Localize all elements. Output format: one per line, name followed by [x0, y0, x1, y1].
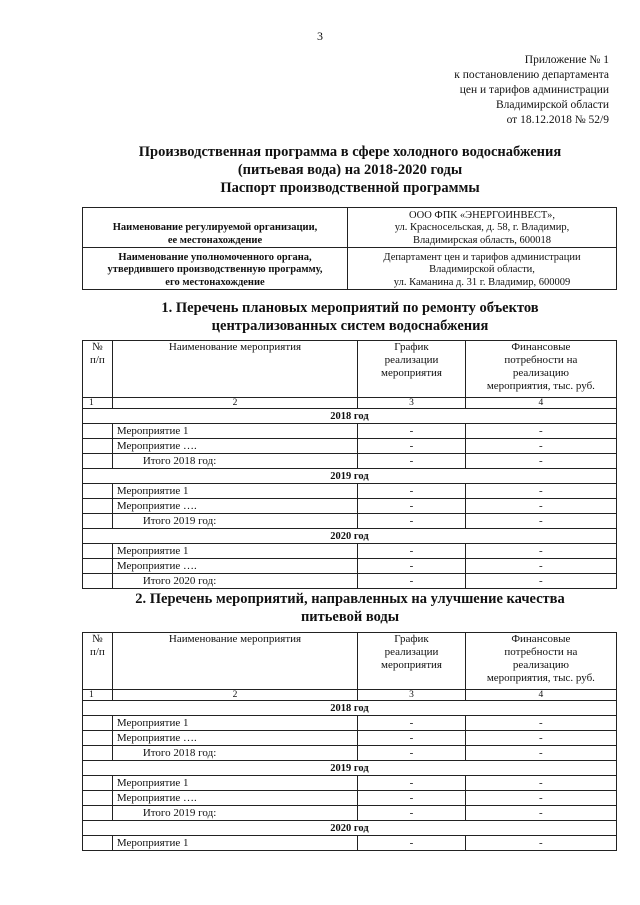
header-no — [83, 633, 113, 690]
total-row — [83, 514, 617, 529]
row-schedule-cell: - — [358, 791, 466, 806]
row-finance-cell: - — [465, 746, 616, 761]
header-line: № — [92, 633, 103, 645]
row-schedule-cell: - — [358, 424, 466, 439]
row-schedule-cell: - — [358, 806, 466, 821]
value-line: Владимирская область, 600018 — [412, 234, 552, 246]
row-name-cell: Мероприятие …. — [112, 791, 357, 806]
row-name-cell: Мероприятие 1 — [112, 836, 357, 851]
column-number: 2 — [112, 690, 357, 701]
section-title-line: 1. Перечень плановых мероприятий по ремонту объектов — [161, 300, 539, 316]
row-finance-cell: - — [465, 791, 616, 806]
row-name-cell: Мероприятие 1 — [112, 776, 357, 791]
row-schedule-cell: - — [358, 454, 466, 469]
table-row — [83, 559, 617, 574]
row-finance-cell: - — [465, 731, 616, 746]
total-row — [83, 746, 617, 761]
header-line: График — [394, 633, 429, 645]
year-row — [83, 409, 617, 424]
row-finance-cell: - — [465, 544, 616, 559]
section-1-table — [82, 340, 617, 589]
row-number-cell — [83, 454, 113, 469]
column-number: 1 — [83, 398, 113, 409]
appendix-line: цен и тарифов администрации — [459, 84, 609, 96]
row-number-cell — [83, 424, 113, 439]
row-schedule-cell: - — [358, 746, 466, 761]
year-label: 2019 год — [83, 761, 617, 776]
header-line: потребности на — [504, 646, 578, 658]
header-line: График — [394, 341, 429, 353]
row-finance-cell: - — [465, 806, 616, 821]
row-name-cell: Мероприятие …. — [112, 499, 357, 514]
header-line: мероприятия — [381, 367, 442, 379]
table-row — [83, 544, 617, 559]
section-2-title — [0, 590, 640, 626]
table-row — [83, 731, 617, 746]
label-line: Наименование регулируемой организации, — [112, 222, 318, 233]
year-label: 2018 год — [83, 701, 617, 716]
row-finance-cell: - — [465, 716, 616, 731]
row-name-cell: Мероприятие …. — [112, 439, 357, 454]
row-name-cell: Мероприятие 1 — [112, 424, 357, 439]
year-label: 2019 год — [83, 469, 617, 484]
table-row — [83, 776, 617, 791]
header-line: реализацию — [512, 659, 569, 671]
row-number-cell — [83, 514, 113, 529]
year-row — [83, 469, 617, 484]
row-finance-cell: - — [465, 454, 616, 469]
title-line: Производственная программа в сфере холодного водоснабжения — [138, 144, 562, 160]
row-number-cell — [83, 484, 113, 499]
header-finance — [465, 341, 616, 398]
table-row — [83, 716, 617, 731]
row-schedule-cell: - — [358, 836, 466, 851]
row-schedule-cell: - — [358, 439, 466, 454]
page-number: 3 — [317, 29, 323, 43]
row-finance-cell: - — [465, 836, 616, 851]
appendix-note — [454, 53, 609, 128]
row-name-cell: Итого 2018 год: — [112, 746, 357, 761]
row-name-cell: Итого 2019 год: — [112, 806, 357, 821]
section-title-line: питьевой воды — [300, 609, 400, 625]
row-number-cell — [83, 776, 113, 791]
header-finance — [465, 633, 616, 690]
section-title-line: 2. Перечень мероприятий, направленных на улучшение качества — [135, 591, 565, 607]
appendix-line: к постановлению департамента — [454, 69, 609, 81]
appendix-line: Приложение № 1 — [524, 54, 609, 66]
row-schedule-cell: - — [358, 716, 466, 731]
row-number-cell — [83, 836, 113, 851]
row-name-cell: Итого 2018 год: — [112, 454, 357, 469]
row-schedule-cell: - — [358, 574, 466, 589]
section-2-table — [82, 632, 617, 851]
row-finance-cell: - — [465, 499, 616, 514]
table-header-row — [83, 633, 617, 690]
row-finance-cell: - — [465, 484, 616, 499]
column-number: 4 — [465, 690, 616, 701]
table-row — [83, 424, 617, 439]
row-name-cell: Мероприятие 1 — [112, 716, 357, 731]
passport-label — [83, 208, 348, 248]
table-row — [83, 791, 617, 806]
header-line: мероприятия — [381, 659, 442, 671]
total-row — [83, 574, 617, 589]
header-line: № — [92, 341, 103, 353]
label-line: утвердившего производственную программу, — [107, 264, 323, 275]
row-finance-cell: - — [465, 776, 616, 791]
section-1-body — [83, 409, 617, 589]
column-number: 2 — [112, 398, 357, 409]
passport-row — [83, 208, 617, 248]
row-number-cell — [83, 559, 113, 574]
header-name: Наименование мероприятия — [112, 633, 357, 690]
appendix-line: от 18.12.2018 № 52/9 — [506, 114, 609, 126]
passport-label — [83, 248, 348, 290]
column-number: 3 — [358, 398, 466, 409]
table-row — [83, 836, 617, 851]
total-row — [83, 806, 617, 821]
label-line: Наименование уполномоченного органа, — [118, 251, 312, 263]
year-label: 2020 год — [83, 529, 617, 544]
header-line: Финансовые — [511, 341, 571, 353]
row-schedule-cell: - — [358, 484, 466, 499]
row-name-cell: Мероприятие 1 — [112, 484, 357, 499]
year-label: 2018 год — [83, 409, 617, 424]
title-line: (питьевая вода) на 2018-2020 годы — [237, 162, 463, 178]
appendix-line: Владимирской области — [495, 99, 609, 111]
row-finance-cell: - — [465, 439, 616, 454]
header-line: Финансовые — [511, 633, 571, 645]
passport-value — [348, 248, 617, 290]
table-row — [83, 484, 617, 499]
passport-row — [83, 248, 617, 290]
year-row — [83, 821, 617, 836]
table-row — [83, 499, 617, 514]
header-schedule — [358, 633, 466, 690]
row-name-cell: Итого 2019 год: — [112, 514, 357, 529]
year-row — [83, 529, 617, 544]
header-schedule — [358, 341, 466, 398]
passport-value — [348, 208, 617, 248]
value-line: Владимирской области, — [429, 264, 535, 275]
value-line: ул. Каманина д. 31 г. Владимир, 600009 — [393, 276, 571, 288]
row-schedule-cell: - — [358, 776, 466, 791]
header-line: мероприятия, тыс. руб. — [486, 672, 595, 684]
label-line: его местонахождение — [165, 276, 265, 288]
table-row — [83, 439, 617, 454]
row-number-cell — [83, 791, 113, 806]
header-line: реализацию — [512, 367, 569, 379]
section-2-body — [83, 701, 617, 851]
header-line: п/п — [89, 646, 105, 658]
row-finance-cell: - — [465, 574, 616, 589]
section-title-line: централизованных систем водоснабжения — [211, 318, 489, 334]
column-number-row — [83, 398, 617, 409]
header-line: реализации — [384, 646, 439, 658]
year-row — [83, 761, 617, 776]
row-schedule-cell: - — [358, 544, 466, 559]
row-schedule-cell: - — [358, 499, 466, 514]
header-name: Наименование мероприятия — [112, 341, 357, 398]
header-no — [83, 341, 113, 398]
row-schedule-cell: - — [358, 559, 466, 574]
column-number: 4 — [465, 398, 616, 409]
row-finance-cell: - — [465, 424, 616, 439]
section-1-title — [0, 299, 640, 335]
row-number-cell — [83, 806, 113, 821]
value-line: Департамент цен и тарифов администрации — [383, 251, 581, 263]
year-label: 2020 год — [83, 821, 617, 836]
value-line: ООО ФПК «ЭНЕРГОИНВЕСТ», — [409, 209, 555, 221]
column-number: 1 — [83, 690, 113, 701]
document-title — [0, 143, 640, 197]
row-name-cell: Мероприятие …. — [112, 731, 357, 746]
year-row — [83, 701, 617, 716]
table-header-row — [83, 341, 617, 398]
row-finance-cell: - — [465, 514, 616, 529]
value-line: ул. Красносельская, д. 58, г. Владимир, — [394, 222, 570, 233]
row-number-cell — [83, 544, 113, 559]
row-name-cell: Итого 2020 год: — [112, 574, 357, 589]
row-name-cell: Мероприятие 1 — [112, 544, 357, 559]
row-number-cell — [83, 439, 113, 454]
total-row — [83, 454, 617, 469]
header-line: потребности на — [504, 354, 578, 366]
title-line: Паспорт производственной программы — [220, 180, 480, 196]
row-name-cell: Мероприятие …. — [112, 559, 357, 574]
passport-table — [82, 207, 617, 290]
row-number-cell — [83, 499, 113, 514]
row-number-cell — [83, 574, 113, 589]
header-line: п/п — [89, 354, 105, 366]
column-number: 3 — [358, 690, 466, 701]
header-line: реализации — [384, 354, 439, 366]
row-number-cell — [83, 716, 113, 731]
row-schedule-cell: - — [358, 514, 466, 529]
row-finance-cell: - — [465, 559, 616, 574]
row-number-cell — [83, 746, 113, 761]
row-schedule-cell: - — [358, 731, 466, 746]
label-line: ее местонахождение — [167, 234, 263, 246]
row-number-cell — [83, 731, 113, 746]
header-line: мероприятия, тыс. руб. — [486, 380, 595, 392]
column-number-row — [83, 690, 617, 701]
